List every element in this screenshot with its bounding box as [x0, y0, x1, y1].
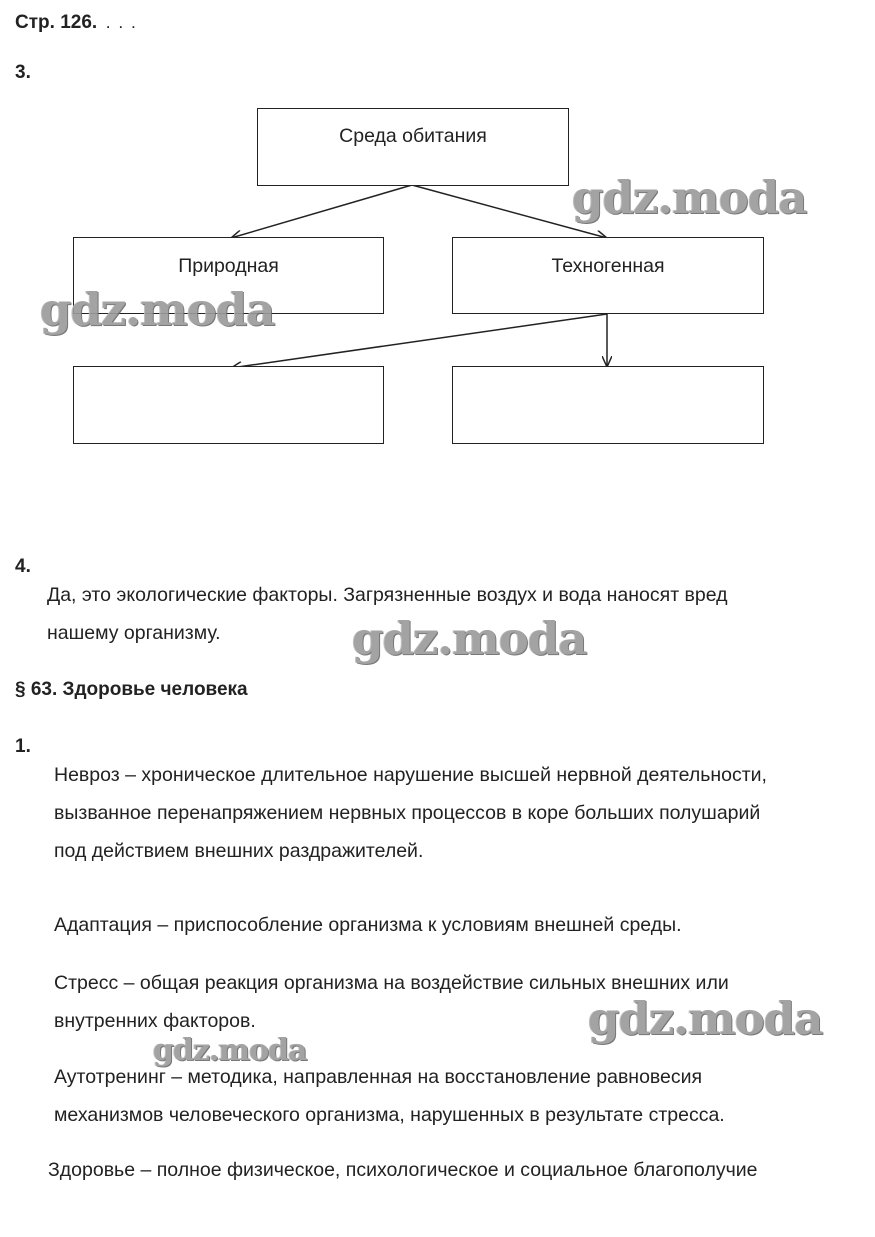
diagram-node-bottom-left-label: [74, 367, 383, 381]
definition-adaptation: [54, 906, 682, 944]
definition-line: Стресс – общая реакция организма на воздействие сильных внешних или: [54, 972, 729, 994]
diagram-node-right: [452, 237, 764, 314]
definition-line: Здоровье – полное физическое, психологическое и социальное благополучие: [48, 1159, 758, 1181]
arrow-root-to-left: [231, 185, 412, 238]
diagram-node-bottom-right: [452, 366, 764, 444]
definition-line: механизмов человеческого организма, нарушенных в результате стресса.: [54, 1104, 725, 1126]
task-4-number: 4.: [15, 556, 31, 577]
task-4-line: Да, это экологические факторы. Загрязненные воздух и вода наносят вред: [47, 584, 728, 606]
watermark-logo: gdz.moda: [588, 992, 823, 1045]
definition-health: [48, 1151, 757, 1189]
page-header-dots: . . .: [106, 17, 139, 31]
diagram-node-bottom-right-label: [453, 367, 763, 381]
definition-neurosis: [54, 756, 767, 870]
diagram-node-root-label: Среда обитания: [339, 125, 487, 147]
definition-line: под действием внешних раздражителей.: [54, 840, 424, 862]
diagram-node-root: [257, 108, 569, 186]
definition-line: вызванное перенапряжением нервных процессов в коре больших полушарий: [54, 802, 761, 824]
task-3-number: 3.: [15, 62, 31, 83]
watermark-logo: gdz.moda: [40, 283, 275, 336]
definition-line: Невроз – хроническое длительное нарушение высшей нервной деятельности,: [54, 764, 767, 786]
watermark-logo: gdz.moda: [352, 612, 587, 665]
arrow-right-to-bottom-left: [231, 314, 607, 368]
diagram-node-right-label: Техногенная: [551, 255, 665, 277]
diagram-node-left-label: Природная: [178, 255, 279, 277]
diagram-node-bottom-left: [73, 366, 384, 444]
definition-line: Адаптация – приспособление организма к условиям внешней среды.: [54, 914, 682, 936]
section-title: § 63. Здоровье человека: [15, 679, 248, 700]
task-4-line: нашему организму.: [47, 622, 221, 644]
definition-autotraining: [54, 1058, 725, 1134]
watermark-logo: gdz.moda: [153, 1033, 307, 1068]
definition-line: внутренних факторов.: [54, 1010, 256, 1032]
task-1-number: 1.: [15, 736, 31, 757]
watermark-logo: gdz.moda: [572, 171, 807, 224]
definition-line: Аутотренинг – методика, направленная на восстановление равновесия: [54, 1066, 703, 1088]
page-number: Стр. 126.: [15, 12, 98, 33]
